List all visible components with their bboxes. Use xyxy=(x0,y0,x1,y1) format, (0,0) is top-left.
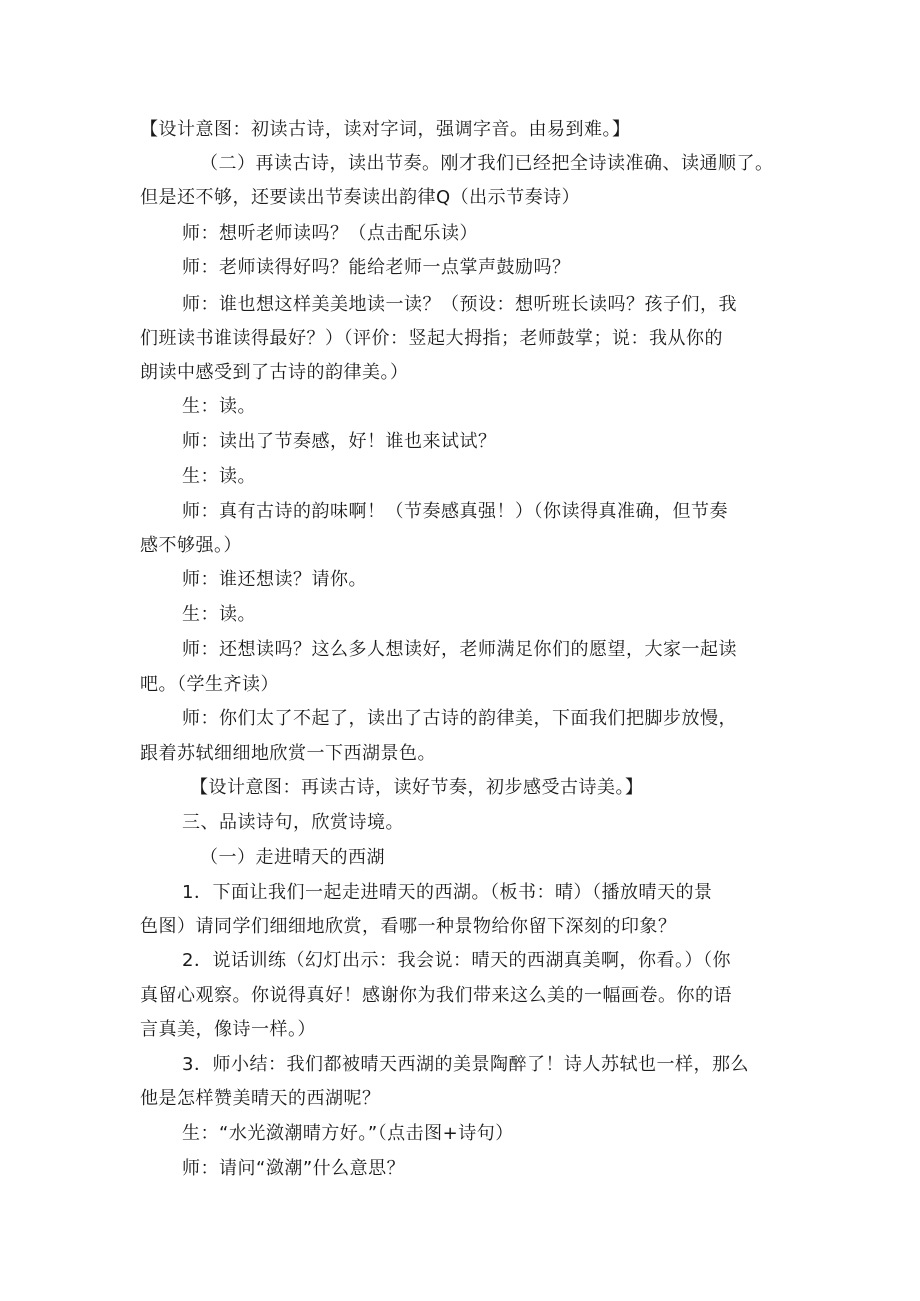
subsection-heading-sunny: （一）走进晴天的西湖 xyxy=(200,847,385,868)
section-heading-reread: （二）再读古诗，读出节奏。刚才我们已经把全诗读准确、读通顺了。 xyxy=(200,153,774,174)
dialogue-line: 师：想听老师读吗？（点击配乐读） xyxy=(182,223,478,244)
design-intent-1: 【设计意图：初读古诗，读对字词，强调字音。由易到难。】 xyxy=(140,119,631,140)
dialogue-line: 生：读。 xyxy=(182,396,256,417)
paragraph-line: 色图）请同学们细细地欣赏，看哪一种景物给你留下深刻的印象？ xyxy=(140,916,677,937)
dialogue-line: 生：读。 xyxy=(182,466,256,487)
paragraph-line: 真留心观察。你说得真好！感谢你为我们带来这么美的一幅画卷。你的语 xyxy=(140,985,732,1006)
paragraph-line: 吧。（学生齐读） xyxy=(140,674,279,695)
paragraph-line: 言真美，像诗一样。） xyxy=(140,1019,316,1040)
dialogue-line: 师：谁还想读？请你。 xyxy=(182,569,367,590)
paragraph-line: 但是还不够，还要读出节奏读出韵律Q（出示节奏诗） xyxy=(140,187,581,208)
design-intent-2: 【设计意图：再读古诗，读好节奏，初步感受古诗美。】 xyxy=(190,777,644,798)
paragraph-line: 朗读中感受到了古诗的韵律美。） xyxy=(140,362,409,383)
dialogue-line: 师：谁也想这样美美地读一读？（预设：想听班长读吗？孩子们，我 xyxy=(182,294,737,315)
dialogue-line: 师：老师读得好吗？能给老师一点掌声鼓励吗？ xyxy=(182,257,571,278)
paragraph-line: 他是怎样赞美晴天的西湖呢？ xyxy=(140,1088,381,1109)
numbered-item-1: 1．下面让我们一起走进晴天的西湖。（板书：晴）（播放晴天的景 xyxy=(182,882,713,903)
dialogue-line: 师：请问“潋潮”什么意思？ xyxy=(182,1158,406,1179)
section-heading-appreciate: 三、品读诗句，欣赏诗境。 xyxy=(182,812,404,833)
paragraph-line: 们班读书谁读得最好？）（评价：竖起大拇指；老师鼓掌；说：我从你的 xyxy=(140,328,723,349)
numbered-item-2: 2．说话训练（幻灯出示：我会说：晴天的西湖真美啊，你看。）（你 xyxy=(182,950,731,971)
paragraph-line: 感不够强。） xyxy=(140,535,242,556)
dialogue-line: 生：“水光潋潮晴方好。”（点击图+诗句） xyxy=(182,1123,514,1144)
dialogue-line: 师：你们太了不起了，读出了古诗的韵律美，下面我们把脚步放慢， xyxy=(182,708,737,729)
dialogue-line: 师：还想读吗？这么多人想读好，老师满足你们的愿望，大家一起读 xyxy=(182,639,737,660)
paragraph-line: 跟着苏轼细细地欣赏一下西湖景色。 xyxy=(140,743,436,764)
dialogue-line: 生：读。 xyxy=(182,604,256,625)
dialogue-line: 师：读出了节奏感，好！谁也来试试？ xyxy=(182,431,497,452)
numbered-item-3: 3．师小结：我们都被晴天西湖的美景陶醉了！诗人苏轼也一样，那么 xyxy=(182,1054,749,1075)
dialogue-line: 师：真有古诗的韵味啊！（节奏感真强！）（你读得真准确，但节奏 xyxy=(182,501,728,522)
